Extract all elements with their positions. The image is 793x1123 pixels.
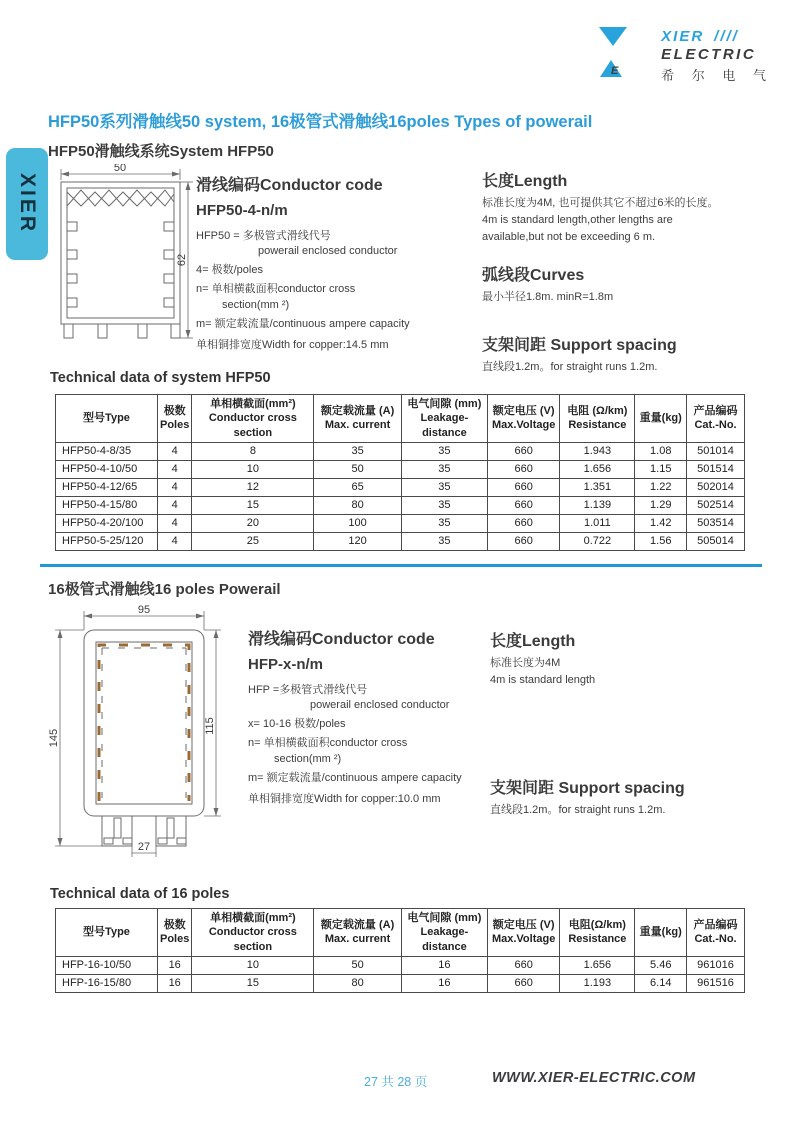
value-cell: 660 bbox=[487, 496, 559, 514]
value-cell: 502514 bbox=[687, 496, 745, 514]
table2-title: Technical data of 16 poles bbox=[50, 886, 230, 902]
column-header: 产品编码 Cat.-No. bbox=[687, 395, 745, 443]
table-row bbox=[56, 478, 745, 496]
value-cell: 4 bbox=[157, 460, 191, 478]
conductor-code-block-hfp50 bbox=[196, 172, 486, 355]
type-cell: HFP-16-15/80 bbox=[56, 974, 158, 992]
table-row bbox=[56, 532, 745, 550]
text-line: n= 单相横截面积conductor cross bbox=[248, 736, 408, 749]
text-line: 4= 极数/poles bbox=[196, 263, 263, 276]
conductor-code-model: HFP50-4-n/m bbox=[196, 202, 288, 219]
type-cell: HFP50-4-12/65 bbox=[56, 478, 158, 496]
conductor-code-heading: 滑线编码Conductor code bbox=[196, 177, 383, 194]
text-line: 单相铜排宽度Width for copper:10.0 mm bbox=[248, 793, 441, 806]
profile-drawing-hfp50 bbox=[48, 164, 198, 359]
value-cell: 1.351 bbox=[560, 478, 635, 496]
column-header: 额定电压 (V) Max.Voltage bbox=[487, 395, 559, 443]
value-cell: 660 bbox=[487, 532, 559, 550]
value-cell: 1.139 bbox=[560, 496, 635, 514]
logo-chinese-name: 希 尔 电 气 bbox=[661, 68, 773, 83]
value-cell: 35 bbox=[401, 478, 487, 496]
value-cell: 4 bbox=[157, 496, 191, 514]
value-cell: 35 bbox=[401, 460, 487, 478]
info-column-16poles bbox=[490, 628, 775, 819]
value-cell: 4 bbox=[157, 532, 191, 550]
dim-height-145: 145 bbox=[48, 728, 60, 748]
dim-height-62: 62 bbox=[176, 253, 188, 267]
logo-electric-label: ELECTRIC bbox=[661, 46, 757, 63]
value-cell: 80 bbox=[314, 974, 402, 992]
column-header: 电阻 (Ω/km) Resistance bbox=[560, 395, 635, 443]
table2-wrapper bbox=[55, 908, 745, 993]
value-cell: 1.193 bbox=[560, 974, 635, 992]
type-cell: HFP50-4-8/35 bbox=[56, 442, 158, 460]
text-line: 4m is standard length,other lengths are bbox=[482, 214, 673, 227]
table1-title: Technical data of system HFP50 bbox=[50, 370, 271, 386]
column-header: 极数 Poles bbox=[157, 395, 191, 443]
curves-line: 最小半径1.8m. minR=1.8m bbox=[482, 291, 614, 304]
value-cell: 16 bbox=[401, 956, 487, 974]
text-line: 标准长度为4M bbox=[490, 657, 561, 669]
column-header: 极数 Poles bbox=[157, 909, 191, 957]
text-line: available,but not be exceeding 6 m. bbox=[482, 231, 656, 244]
value-cell: 503514 bbox=[687, 514, 745, 532]
column-header: 单相横截面(mm²) Conductor cross section bbox=[192, 395, 314, 443]
value-cell: 120 bbox=[314, 532, 402, 550]
value-cell: 6.14 bbox=[635, 974, 687, 992]
conductor-code-lines bbox=[196, 227, 486, 355]
value-cell: 502014 bbox=[687, 478, 745, 496]
value-cell: 35 bbox=[401, 496, 487, 514]
conductor-code-heading: 滑线编码Conductor code bbox=[248, 631, 435, 648]
text-line: powerail enclosed conductor bbox=[310, 698, 450, 711]
value-cell: 660 bbox=[487, 956, 559, 974]
value-cell: 50 bbox=[314, 956, 402, 974]
value-cell: 35 bbox=[314, 442, 402, 460]
dim-bottom-27: 27 bbox=[137, 841, 151, 853]
value-cell: 65 bbox=[314, 478, 402, 496]
value-cell: 16 bbox=[157, 956, 191, 974]
section1-subtitle: HFP50滑触线系统System HFP50 bbox=[48, 143, 274, 160]
header-row bbox=[56, 395, 745, 443]
text-line: 单相铜排宽度Width for copper:14.5 mm bbox=[196, 339, 389, 352]
page-title: HFP50系列滑触线50 system, 16极管式滑触线16poles Types of powerail bbox=[48, 113, 593, 131]
column-header: 额定载流量 (A) Max. current bbox=[314, 395, 402, 443]
text-line: HFP =多极管式滑线代号 bbox=[248, 684, 368, 696]
dim-width-50: 50 bbox=[113, 164, 127, 174]
table-row bbox=[56, 956, 745, 974]
text-line: 4m is standard length bbox=[490, 674, 596, 687]
section2-heading: 16极管式滑触线16 poles Powerail bbox=[48, 581, 281, 598]
value-cell: 10 bbox=[192, 460, 314, 478]
text-line: HFP50 = 多极管式滑线代号 bbox=[196, 230, 331, 242]
side-tab-xier bbox=[6, 148, 48, 260]
column-header: 电气间隙 (mm) Leakage-distance bbox=[401, 395, 487, 443]
value-cell: 100 bbox=[314, 514, 402, 532]
header-row bbox=[56, 909, 745, 957]
section-divider bbox=[40, 564, 762, 567]
column-header: 单相横截面(mm²) Conductor cross section bbox=[192, 909, 314, 957]
length-lines bbox=[482, 195, 767, 246]
value-cell: 1.22 bbox=[635, 478, 687, 496]
value-cell: 660 bbox=[487, 442, 559, 460]
value-cell: 35 bbox=[401, 532, 487, 550]
table1-wrapper bbox=[55, 394, 745, 551]
value-cell: 505014 bbox=[687, 532, 745, 550]
technical-data-table-hfp50 bbox=[55, 394, 745, 551]
text-line: m= 额定载流量/continuous ampere capacity bbox=[196, 317, 410, 330]
value-cell: 10 bbox=[192, 956, 314, 974]
length-lines bbox=[490, 655, 775, 689]
value-cell: 20 bbox=[192, 514, 314, 532]
support-spacing-heading: 支架间距 Support spacing bbox=[490, 780, 685, 798]
text-line: section(mm ²) bbox=[222, 298, 290, 311]
value-cell: 5.46 bbox=[635, 956, 687, 974]
value-cell: 1.656 bbox=[560, 460, 635, 478]
text-line: 标准长度为4M, 也可提供其它不超过6米的长度。 bbox=[482, 197, 719, 209]
value-cell: 1.56 bbox=[635, 532, 687, 550]
value-cell: 501514 bbox=[687, 460, 745, 478]
table-row bbox=[56, 460, 745, 478]
logo-triangle-top bbox=[599, 27, 627, 46]
text-line: m= 额定载流量/continuous ampere capacity bbox=[248, 771, 462, 784]
table-row bbox=[56, 514, 745, 532]
column-header: 电气间隙 (mm) Leakage-distance bbox=[401, 909, 487, 957]
value-cell: 8 bbox=[192, 442, 314, 460]
technical-data-table-16poles bbox=[55, 908, 745, 993]
value-cell: 12 bbox=[192, 478, 314, 496]
logo-e-glyph: E bbox=[611, 65, 619, 77]
value-cell: 50 bbox=[314, 460, 402, 478]
text-line: powerail enclosed conductor bbox=[258, 244, 398, 257]
value-cell: 660 bbox=[487, 514, 559, 532]
value-cell: 16 bbox=[157, 974, 191, 992]
column-header: 重量(kg) bbox=[635, 909, 687, 957]
value-cell: 0.722 bbox=[560, 532, 635, 550]
conductor-code-model: HFP-x-n/m bbox=[248, 656, 323, 673]
type-cell: HFP-16-10/50 bbox=[56, 956, 158, 974]
support-spacing-line: 直线段1.2m。for straight runs 1.2m. bbox=[482, 361, 658, 374]
column-header: 额定电压 (V) Max.Voltage bbox=[487, 909, 559, 957]
type-cell: HFP50-5-25/120 bbox=[56, 532, 158, 550]
value-cell: 660 bbox=[487, 974, 559, 992]
value-cell: 961516 bbox=[687, 974, 745, 992]
info-column-hfp50 bbox=[482, 168, 767, 376]
value-cell: 1.29 bbox=[635, 496, 687, 514]
value-cell: 660 bbox=[487, 478, 559, 496]
support-spacing-line: 直线段1.2m。for straight runs 1.2m. bbox=[490, 804, 666, 817]
company-logo bbox=[595, 20, 773, 84]
curves-heading: 弧线段Curves bbox=[482, 267, 585, 285]
value-cell: 1.943 bbox=[560, 442, 635, 460]
website-url: WWW.XIER-ELECTRIC.COM bbox=[492, 1070, 696, 1086]
side-tab-label: XIER bbox=[16, 173, 39, 235]
value-cell: 1.42 bbox=[635, 514, 687, 532]
type-cell: HFP50-4-20/100 bbox=[56, 514, 158, 532]
page-number: 27 共 28 页 bbox=[364, 1075, 428, 1089]
value-cell: 660 bbox=[487, 460, 559, 478]
value-cell: 4 bbox=[157, 442, 191, 460]
logo-text bbox=[661, 20, 773, 84]
table-row bbox=[56, 974, 745, 992]
column-header: 型号Type bbox=[56, 395, 158, 443]
value-cell: 35 bbox=[401, 514, 487, 532]
value-cell: 961016 bbox=[687, 956, 745, 974]
value-cell: 16 bbox=[401, 974, 487, 992]
column-header: 型号Type bbox=[56, 909, 158, 957]
logo-brand-name: XIER //// bbox=[661, 28, 739, 45]
text-line: x= 10-16 极数/poles bbox=[248, 717, 346, 730]
value-cell: 15 bbox=[192, 974, 314, 992]
length-heading: 长度Length bbox=[490, 633, 576, 650]
value-cell: 4 bbox=[157, 514, 191, 532]
profile-drawing-16poles bbox=[44, 604, 239, 864]
text-line: n= 单相横截面积conductor cross bbox=[196, 282, 356, 295]
value-cell: 15 bbox=[192, 496, 314, 514]
logo-slashes-icon: //// bbox=[714, 28, 739, 45]
value-cell: 25 bbox=[192, 532, 314, 550]
value-cell: 4 bbox=[157, 478, 191, 496]
type-cell: HFP50-4-10/50 bbox=[56, 460, 158, 478]
length-heading: 长度Length bbox=[482, 173, 568, 190]
value-cell: 80 bbox=[314, 496, 402, 514]
support-spacing-heading: 支架间距 Support spacing bbox=[482, 337, 677, 355]
column-header: 电阻(Ω/km) Resistance bbox=[560, 909, 635, 957]
value-cell: 1.08 bbox=[635, 442, 687, 460]
value-cell: 501014 bbox=[687, 442, 745, 460]
table-row bbox=[56, 442, 745, 460]
text-line: section(mm ²) bbox=[274, 752, 342, 765]
column-header: 产品编码 Cat.-No. bbox=[687, 909, 745, 957]
xe-logo-icon bbox=[595, 20, 659, 84]
dim-height-115: 115 bbox=[204, 717, 216, 735]
type-cell: HFP50-4-15/80 bbox=[56, 496, 158, 514]
column-header: 额定载流量 (A) Max. current bbox=[314, 909, 402, 957]
value-cell: 35 bbox=[401, 442, 487, 460]
dim-width-95: 95 bbox=[137, 604, 151, 616]
table-row bbox=[56, 496, 745, 514]
column-header: 重量(kg) bbox=[635, 395, 687, 443]
value-cell: 1.656 bbox=[560, 956, 635, 974]
value-cell: 1.15 bbox=[635, 460, 687, 478]
value-cell: 1.011 bbox=[560, 514, 635, 532]
